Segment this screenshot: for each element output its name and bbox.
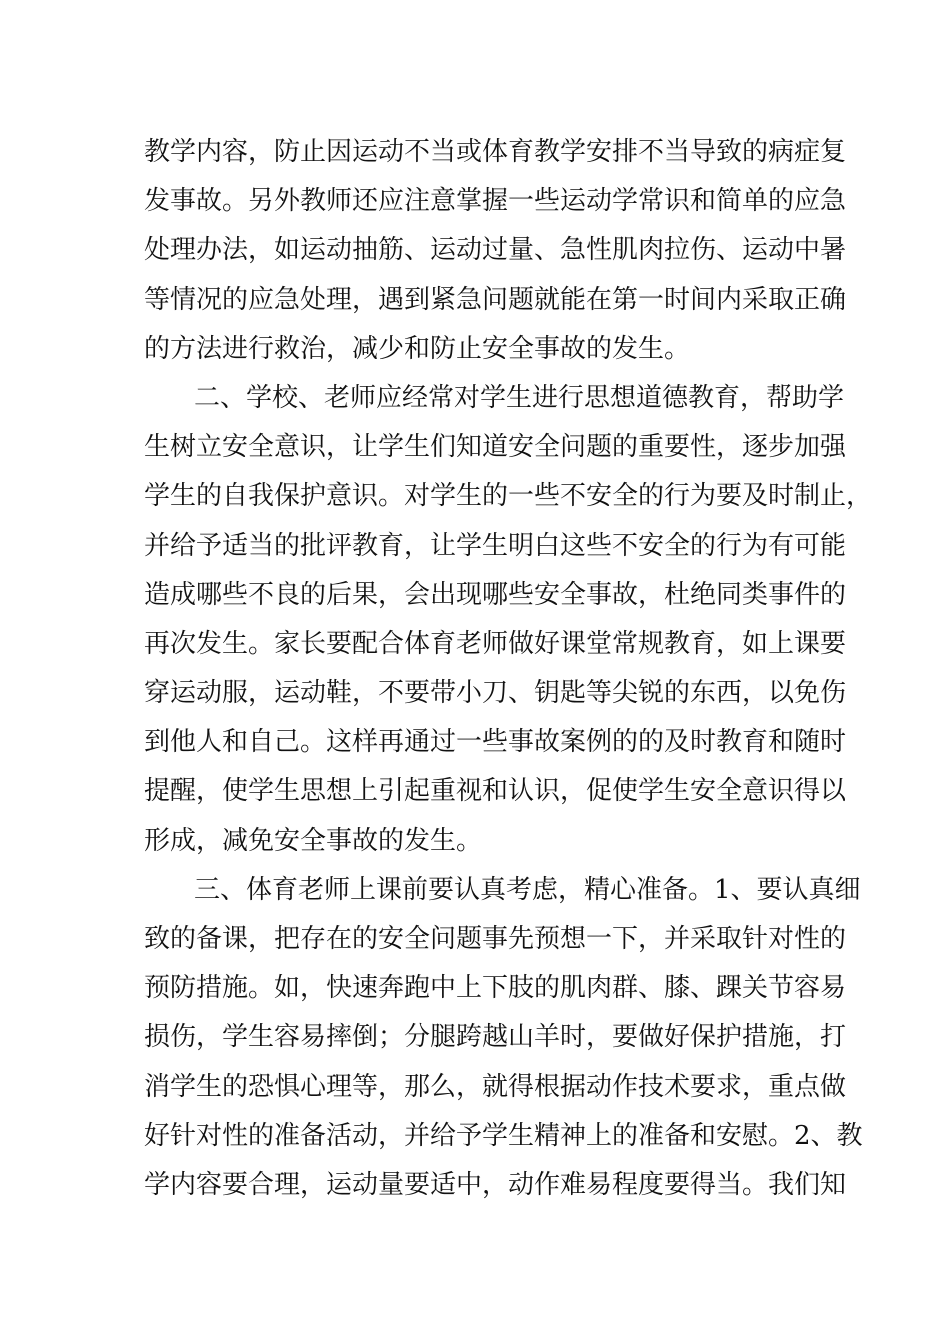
text-line: 学内容要合理，运动量要适中，动作难易程度要得当。我们知	[144, 1169, 847, 1200]
text-line: 生树立安全意识，让学生们知道安全问题的重要性，逐步加强	[144, 432, 847, 463]
text-line: 造成哪些不良的后果，会出现哪些安全事故，杜绝同类事件的	[144, 579, 847, 610]
text-line: 并给予适当的批评教育，让学生明白这些不安全的行为有可能	[144, 530, 847, 561]
text-line: 预防措施。如，快速奔跑中上下肢的肌肉群、膝、踝关节容易	[144, 973, 847, 1004]
text-line: 再次发生。家长要配合体育老师做好课堂常规教育，如上课要	[144, 628, 847, 659]
text-line: 发事故。另外教师还应注意掌握一些运动学常识和简单的应急	[144, 186, 847, 217]
text-line: 处理办法，如运动抽筋、运动过量、急性肌肉拉伤、运动中暑	[144, 235, 847, 266]
text-line: 等情况的应急处理，遇到紧急问题就能在第一时间内采取正确	[144, 284, 847, 315]
paragraph-start-line: 三、体育老师上课前要认真考虑，精心准备。1、要认真细	[194, 874, 861, 905]
text-line: 提醒，使学生思想上引起重视和认识，促使学生安全意识得以	[144, 776, 847, 807]
text-line: 致的备课，把存在的安全问题事先预想一下，并采取针对性的	[144, 924, 847, 954]
paragraph-start-line: 二、学校、老师应经常对学生进行思想道德教育，帮助学	[194, 382, 845, 413]
text-line: 学生的自我保护意识。对学生的一些不安全的行为要及时制止，	[144, 481, 873, 512]
text-line: 教学内容，防止因运动不当或体育教学安排不当导致的病症复	[144, 137, 847, 167]
text-line: 形成，减免安全事故的发生。	[144, 825, 483, 856]
text-line: 的方法进行救治，减少和防止安全事故的发生。	[144, 333, 691, 364]
text-line: 损伤，学生容易摔倒；分腿跨越山羊时，要做好保护措施，打	[144, 1022, 847, 1053]
text-line: 消学生的恐惧心理等，那么，就得根据动作技术要求，重点做	[144, 1071, 847, 1102]
text-line: 好针对性的准备活动，并给予学生精神上的准备和安慰。2、教	[144, 1120, 863, 1151]
text-line: 穿运动服，运动鞋，不要带小刀、钥匙等尖锐的东西，以免伤	[144, 678, 847, 709]
text-line: 到他人和自己。这样再通过一些事故案例的的及时教育和随时	[144, 727, 847, 758]
body-text	[144, 128, 873, 1210]
